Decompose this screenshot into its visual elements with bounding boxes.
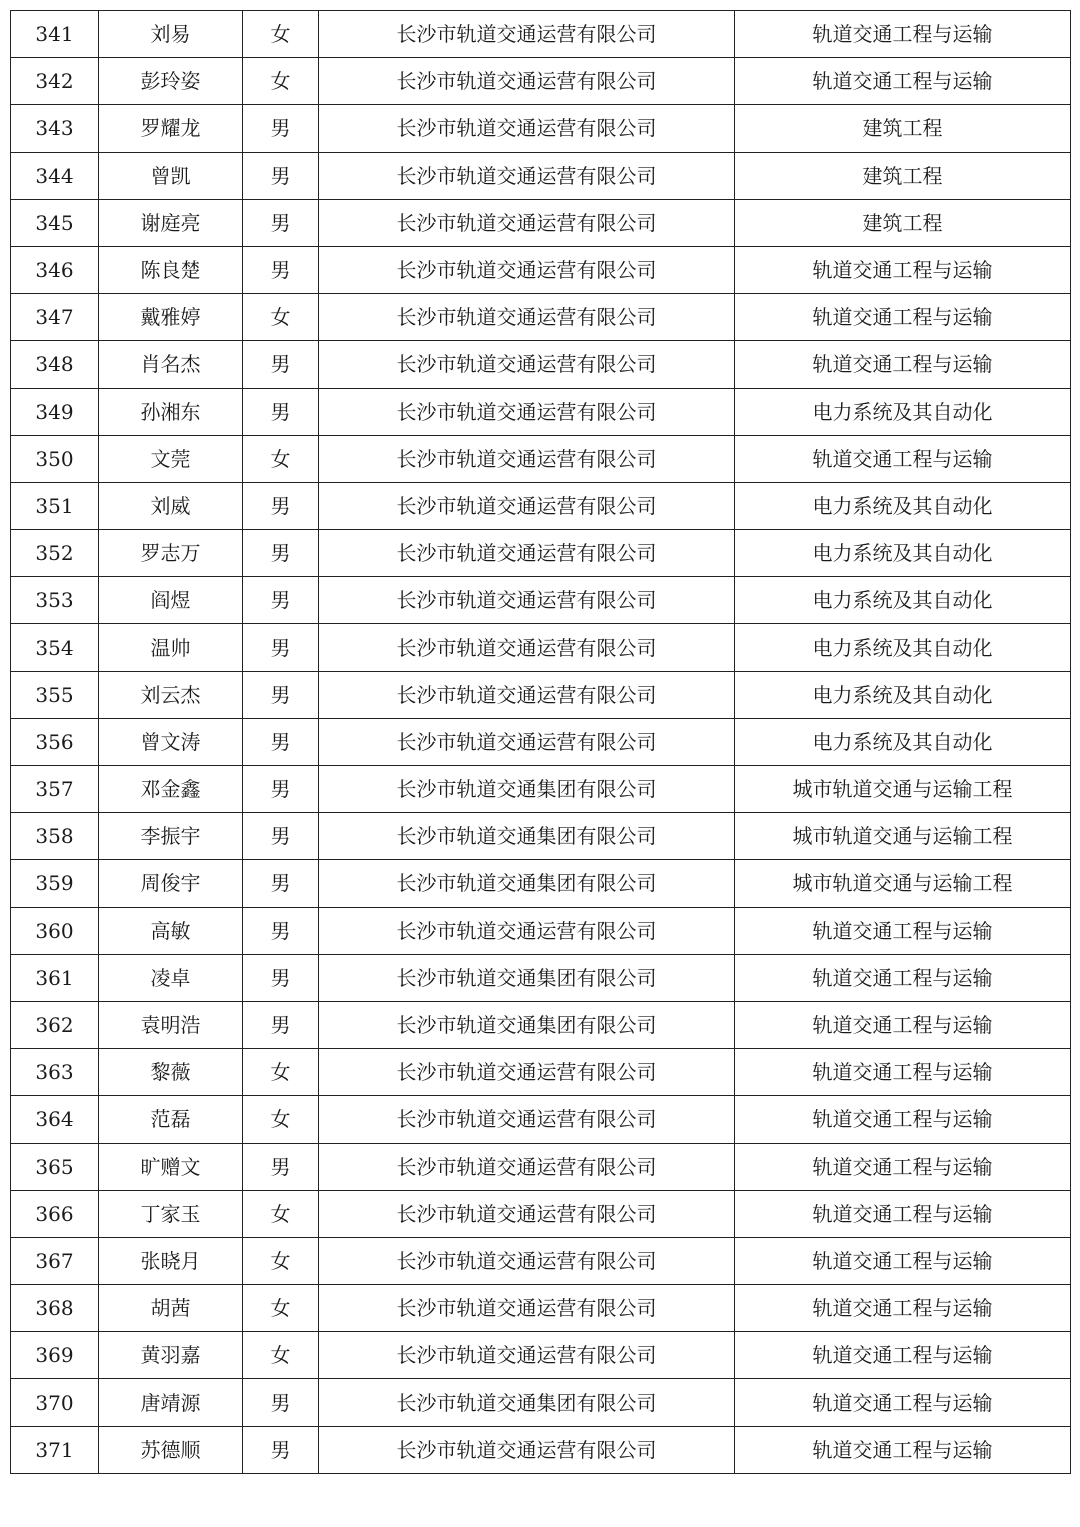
row-number-cell: 346 xyxy=(11,246,99,293)
company-cell: 长沙市轨道交通集团有限公司 xyxy=(319,766,735,813)
row-number-cell: 360 xyxy=(11,907,99,954)
company-cell: 长沙市轨道交通运营有限公司 xyxy=(319,388,735,435)
gender-cell: 男 xyxy=(243,1379,319,1426)
gender-cell: 男 xyxy=(243,482,319,529)
major-cell: 建筑工程 xyxy=(735,105,1071,152)
name-cell: 刘易 xyxy=(99,11,243,58)
major-cell: 电力系统及其自动化 xyxy=(735,671,1071,718)
company-cell: 长沙市轨道交通运营有限公司 xyxy=(319,246,735,293)
table-row xyxy=(11,1001,1071,1048)
table-row xyxy=(11,435,1071,482)
major-cell: 轨道交通工程与运输 xyxy=(735,1285,1071,1332)
row-number-cell: 342 xyxy=(11,58,99,105)
gender-cell: 男 xyxy=(243,671,319,718)
table-row xyxy=(11,246,1071,293)
table-row xyxy=(11,766,1071,813)
table-row xyxy=(11,1285,1071,1332)
gender-cell: 女 xyxy=(243,294,319,341)
company-cell: 长沙市轨道交通运营有限公司 xyxy=(319,1426,735,1473)
gender-cell: 女 xyxy=(243,1285,319,1332)
major-cell: 电力系统及其自动化 xyxy=(735,577,1071,624)
major-cell: 轨道交通工程与运输 xyxy=(735,1332,1071,1379)
name-cell: 胡茜 xyxy=(99,1285,243,1332)
row-number-cell: 368 xyxy=(11,1285,99,1332)
company-cell: 长沙市轨道交通运营有限公司 xyxy=(319,294,735,341)
row-number-cell: 366 xyxy=(11,1190,99,1237)
table-row xyxy=(11,624,1071,671)
major-cell: 轨道交通工程与运输 xyxy=(735,435,1071,482)
name-cell: 张晓月 xyxy=(99,1237,243,1284)
company-cell: 长沙市轨道交通运营有限公司 xyxy=(319,152,735,199)
company-cell: 长沙市轨道交通运营有限公司 xyxy=(319,105,735,152)
row-number-cell: 371 xyxy=(11,1426,99,1473)
name-cell: 范磊 xyxy=(99,1096,243,1143)
name-cell: 肖名杰 xyxy=(99,341,243,388)
major-cell: 轨道交通工程与运输 xyxy=(735,954,1071,1001)
roster-table-body xyxy=(11,11,1071,1474)
gender-cell: 男 xyxy=(243,624,319,671)
major-cell: 轨道交通工程与运输 xyxy=(735,11,1071,58)
gender-cell: 男 xyxy=(243,530,319,577)
company-cell: 长沙市轨道交通运营有限公司 xyxy=(319,530,735,577)
table-row xyxy=(11,907,1071,954)
row-number-cell: 352 xyxy=(11,530,99,577)
major-cell: 建筑工程 xyxy=(735,199,1071,246)
gender-cell: 女 xyxy=(243,1049,319,1096)
company-cell: 长沙市轨道交通运营有限公司 xyxy=(319,1049,735,1096)
name-cell: 周俊宇 xyxy=(99,860,243,907)
table-row xyxy=(11,1049,1071,1096)
major-cell: 轨道交通工程与运输 xyxy=(735,1143,1071,1190)
table-row xyxy=(11,11,1071,58)
row-number-cell: 369 xyxy=(11,1332,99,1379)
company-cell: 长沙市轨道交通集团有限公司 xyxy=(319,860,735,907)
row-number-cell: 357 xyxy=(11,766,99,813)
gender-cell: 男 xyxy=(243,1426,319,1473)
gender-cell: 女 xyxy=(243,1237,319,1284)
major-cell: 电力系统及其自动化 xyxy=(735,388,1071,435)
row-number-cell: 343 xyxy=(11,105,99,152)
name-cell: 陈良楚 xyxy=(99,246,243,293)
gender-cell: 女 xyxy=(243,58,319,105)
row-number-cell: 350 xyxy=(11,435,99,482)
table-row xyxy=(11,671,1071,718)
table-row xyxy=(11,813,1071,860)
name-cell: 邓金鑫 xyxy=(99,766,243,813)
table-row xyxy=(11,1426,1071,1473)
company-cell: 长沙市轨道交通运营有限公司 xyxy=(319,671,735,718)
company-cell: 长沙市轨道交通运营有限公司 xyxy=(319,907,735,954)
table-row xyxy=(11,105,1071,152)
gender-cell: 男 xyxy=(243,341,319,388)
row-number-cell: 345 xyxy=(11,199,99,246)
row-number-cell: 355 xyxy=(11,671,99,718)
company-cell: 长沙市轨道交通运营有限公司 xyxy=(319,341,735,388)
company-cell: 长沙市轨道交通运营有限公司 xyxy=(319,1143,735,1190)
major-cell: 电力系统及其自动化 xyxy=(735,530,1071,577)
company-cell: 长沙市轨道交通集团有限公司 xyxy=(319,954,735,1001)
table-row xyxy=(11,294,1071,341)
company-cell: 长沙市轨道交通运营有限公司 xyxy=(319,1190,735,1237)
row-number-cell: 367 xyxy=(11,1237,99,1284)
table-row xyxy=(11,1332,1071,1379)
row-number-cell: 347 xyxy=(11,294,99,341)
row-number-cell: 344 xyxy=(11,152,99,199)
name-cell: 苏德顺 xyxy=(99,1426,243,1473)
row-number-cell: 365 xyxy=(11,1143,99,1190)
major-cell: 电力系统及其自动化 xyxy=(735,482,1071,529)
major-cell: 电力系统及其自动化 xyxy=(735,624,1071,671)
name-cell: 刘云杰 xyxy=(99,671,243,718)
name-cell: 罗志万 xyxy=(99,530,243,577)
gender-cell: 男 xyxy=(243,907,319,954)
name-cell: 唐靖源 xyxy=(99,1379,243,1426)
major-cell: 轨道交通工程与运输 xyxy=(735,1379,1071,1426)
name-cell: 阎煜 xyxy=(99,577,243,624)
row-number-cell: 351 xyxy=(11,482,99,529)
table-row xyxy=(11,1096,1071,1143)
name-cell: 旷赠文 xyxy=(99,1143,243,1190)
name-cell: 高敏 xyxy=(99,907,243,954)
gender-cell: 男 xyxy=(243,813,319,860)
gender-cell: 男 xyxy=(243,1001,319,1048)
gender-cell: 男 xyxy=(243,766,319,813)
gender-cell: 男 xyxy=(243,388,319,435)
company-cell: 长沙市轨道交通集团有限公司 xyxy=(319,813,735,860)
row-number-cell: 364 xyxy=(11,1096,99,1143)
company-cell: 长沙市轨道交通运营有限公司 xyxy=(319,482,735,529)
company-cell: 长沙市轨道交通集团有限公司 xyxy=(319,1379,735,1426)
major-cell: 轨道交通工程与运输 xyxy=(735,246,1071,293)
name-cell: 曾凯 xyxy=(99,152,243,199)
gender-cell: 女 xyxy=(243,435,319,482)
table-row xyxy=(11,199,1071,246)
company-cell: 长沙市轨道交通运营有限公司 xyxy=(319,1237,735,1284)
name-cell: 丁家玉 xyxy=(99,1190,243,1237)
row-number-cell: 370 xyxy=(11,1379,99,1426)
gender-cell: 男 xyxy=(243,246,319,293)
row-number-cell: 349 xyxy=(11,388,99,435)
gender-cell: 男 xyxy=(243,954,319,1001)
table-row xyxy=(11,954,1071,1001)
table-row xyxy=(11,860,1071,907)
company-cell: 长沙市轨道交通运营有限公司 xyxy=(319,718,735,765)
row-number-cell: 353 xyxy=(11,577,99,624)
company-cell: 长沙市轨道交通运营有限公司 xyxy=(319,199,735,246)
row-number-cell: 356 xyxy=(11,718,99,765)
row-number-cell: 348 xyxy=(11,341,99,388)
table-row xyxy=(11,1237,1071,1284)
major-cell: 电力系统及其自动化 xyxy=(735,718,1071,765)
major-cell: 城市轨道交通与运输工程 xyxy=(735,860,1071,907)
name-cell: 孙湘东 xyxy=(99,388,243,435)
major-cell: 轨道交通工程与运输 xyxy=(735,1049,1071,1096)
gender-cell: 男 xyxy=(243,718,319,765)
major-cell: 轨道交通工程与运输 xyxy=(735,1190,1071,1237)
name-cell: 刘威 xyxy=(99,482,243,529)
row-number-cell: 361 xyxy=(11,954,99,1001)
table-row xyxy=(11,1379,1071,1426)
name-cell: 袁明浩 xyxy=(99,1001,243,1048)
company-cell: 长沙市轨道交通集团有限公司 xyxy=(319,1001,735,1048)
company-cell: 长沙市轨道交通运营有限公司 xyxy=(319,435,735,482)
major-cell: 城市轨道交通与运输工程 xyxy=(735,813,1071,860)
gender-cell: 女 xyxy=(243,1332,319,1379)
gender-cell: 男 xyxy=(243,860,319,907)
row-number-cell: 362 xyxy=(11,1001,99,1048)
company-cell: 长沙市轨道交通运营有限公司 xyxy=(319,1332,735,1379)
major-cell: 城市轨道交通与运输工程 xyxy=(735,766,1071,813)
gender-cell: 男 xyxy=(243,1143,319,1190)
table-row xyxy=(11,530,1071,577)
table-row xyxy=(11,1143,1071,1190)
roster-table xyxy=(10,10,1071,1474)
gender-cell: 男 xyxy=(243,105,319,152)
row-number-cell: 363 xyxy=(11,1049,99,1096)
company-cell: 长沙市轨道交通运营有限公司 xyxy=(319,58,735,105)
name-cell: 彭玲姿 xyxy=(99,58,243,105)
major-cell: 轨道交通工程与运输 xyxy=(735,1426,1071,1473)
major-cell: 轨道交通工程与运输 xyxy=(735,341,1071,388)
name-cell: 文莞 xyxy=(99,435,243,482)
gender-cell: 男 xyxy=(243,152,319,199)
name-cell: 温帅 xyxy=(99,624,243,671)
major-cell: 轨道交通工程与运输 xyxy=(735,1096,1071,1143)
row-number-cell: 354 xyxy=(11,624,99,671)
row-number-cell: 358 xyxy=(11,813,99,860)
gender-cell: 男 xyxy=(243,199,319,246)
gender-cell: 女 xyxy=(243,11,319,58)
gender-cell: 男 xyxy=(243,577,319,624)
name-cell: 曾文涛 xyxy=(99,718,243,765)
gender-cell: 女 xyxy=(243,1096,319,1143)
table-row xyxy=(11,388,1071,435)
table-row xyxy=(11,341,1071,388)
row-number-cell: 359 xyxy=(11,860,99,907)
major-cell: 建筑工程 xyxy=(735,152,1071,199)
name-cell: 戴雅婷 xyxy=(99,294,243,341)
company-cell: 长沙市轨道交通运营有限公司 xyxy=(319,1285,735,1332)
table-row xyxy=(11,152,1071,199)
name-cell: 凌卓 xyxy=(99,954,243,1001)
row-number-cell: 341 xyxy=(11,11,99,58)
company-cell: 长沙市轨道交通运营有限公司 xyxy=(319,11,735,58)
table-row xyxy=(11,58,1071,105)
table-row xyxy=(11,577,1071,624)
major-cell: 轨道交通工程与运输 xyxy=(735,1001,1071,1048)
name-cell: 黎薇 xyxy=(99,1049,243,1096)
name-cell: 李振宇 xyxy=(99,813,243,860)
major-cell: 轨道交通工程与运输 xyxy=(735,58,1071,105)
name-cell: 黄羽嘉 xyxy=(99,1332,243,1379)
table-row xyxy=(11,718,1071,765)
major-cell: 轨道交通工程与运输 xyxy=(735,1237,1071,1284)
company-cell: 长沙市轨道交通运营有限公司 xyxy=(319,624,735,671)
name-cell: 谢庭亮 xyxy=(99,199,243,246)
major-cell: 轨道交通工程与运输 xyxy=(735,907,1071,954)
company-cell: 长沙市轨道交通运营有限公司 xyxy=(319,577,735,624)
name-cell: 罗耀龙 xyxy=(99,105,243,152)
table-row xyxy=(11,1190,1071,1237)
company-cell: 长沙市轨道交通运营有限公司 xyxy=(319,1096,735,1143)
table-row xyxy=(11,482,1071,529)
major-cell: 轨道交通工程与运输 xyxy=(735,294,1071,341)
gender-cell: 女 xyxy=(243,1190,319,1237)
